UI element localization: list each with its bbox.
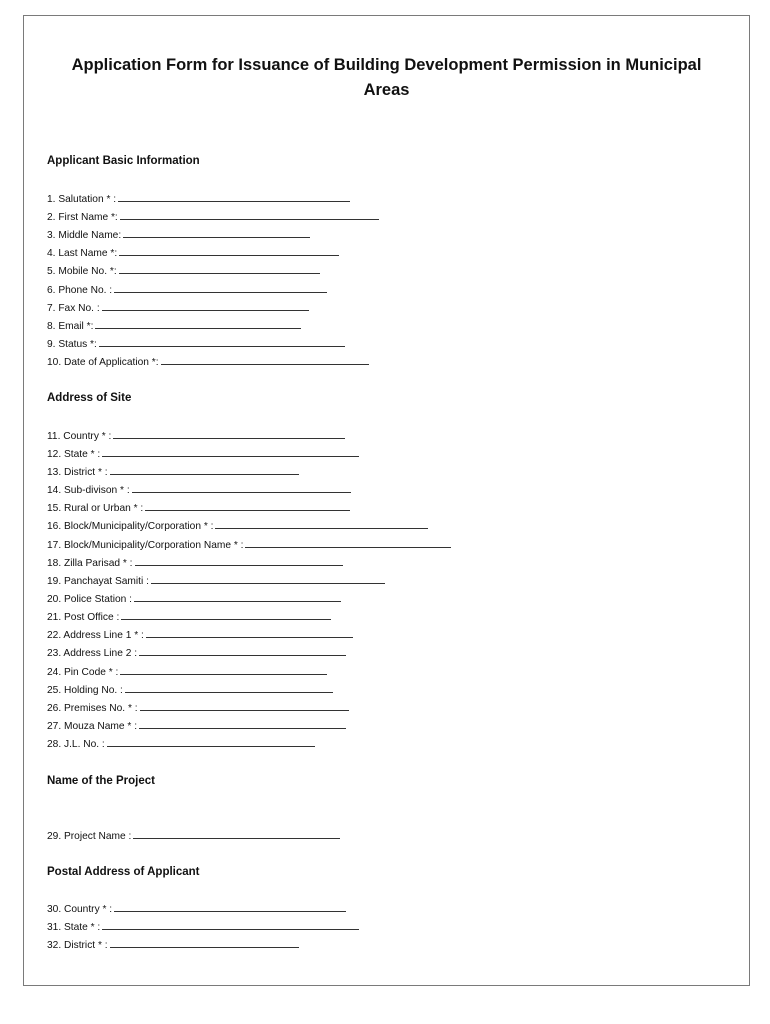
fill-line: [140, 700, 349, 711]
field-pin-code[interactable]: [47, 664, 327, 679]
field-police-station[interactable]: [47, 591, 341, 606]
fill-line: [95, 318, 301, 329]
fill-line: [215, 518, 428, 529]
section-heading-postal-address: Postal Address of Applicant: [47, 866, 200, 878]
field-postal-state[interactable]: [47, 919, 359, 934]
field-phone-no[interactable]: [47, 282, 327, 297]
fill-line: [119, 263, 320, 274]
field-address-line-1[interactable]: [47, 627, 353, 642]
field-label: 2. First Name *:: [47, 212, 118, 223]
field-label: 21. Post Office :: [47, 612, 120, 623]
fill-line: [102, 300, 309, 311]
fill-line: [134, 591, 341, 602]
field-block-municipality-corporation-name[interactable]: [47, 537, 451, 552]
field-country[interactable]: [47, 428, 345, 443]
field-label: 27. Mouza Name * :: [47, 721, 138, 732]
field-label: 30. Country * :: [47, 904, 113, 915]
field-district[interactable]: [47, 464, 299, 479]
field-label: 12. State * :: [47, 449, 101, 460]
field-postal-country[interactable]: [47, 901, 346, 916]
field-mobile-no[interactable]: [47, 263, 320, 278]
field-project-name[interactable]: [47, 828, 340, 843]
fill-line: [135, 555, 343, 566]
field-label: 13. District * :: [47, 467, 108, 478]
field-salutation[interactable]: [47, 191, 350, 206]
field-label: 19. Panchayat Samiti :: [47, 576, 149, 587]
field-label: 24. Pin Code * :: [47, 667, 119, 678]
section-heading-address-of-site: Address of Site: [47, 392, 132, 404]
field-label: 26. Premises No. * :: [47, 703, 138, 714]
field-label: 14. Sub-divison * :: [47, 485, 130, 496]
field-label: 22. Address Line 1 * :: [47, 630, 144, 641]
fill-line: [146, 627, 353, 638]
field-status[interactable]: [47, 336, 345, 351]
field-zilla-parisad[interactable]: [47, 555, 343, 570]
field-label: 7. Fax No. :: [47, 303, 100, 314]
fill-line: [120, 664, 327, 675]
fill-line: [123, 227, 310, 238]
field-label: 17. Block/Municipality/Corporation Name * :: [47, 540, 244, 551]
field-middle-name[interactable]: [47, 227, 310, 242]
field-rural-or-urban[interactable]: [47, 500, 350, 515]
field-label: 6. Phone No. :: [47, 285, 113, 296]
field-label: 29. Project Name :: [47, 831, 132, 842]
field-label: 4. Last Name *:: [47, 248, 118, 259]
field-label: 11. Country * :: [47, 431, 112, 442]
field-state[interactable]: [47, 446, 359, 461]
field-postal-district[interactable]: [47, 937, 299, 952]
field-fax-no[interactable]: [47, 300, 309, 315]
section-heading-project-name: Name of the Project: [47, 775, 155, 787]
fill-line: [121, 609, 331, 620]
fill-line: [110, 937, 299, 948]
fill-line: [145, 500, 350, 511]
fill-line: [102, 446, 359, 457]
fill-line: [120, 209, 379, 220]
field-sub-division[interactable]: [47, 482, 351, 497]
field-label: 32. District * :: [47, 940, 108, 951]
field-label: 15. Rural or Urban * :: [47, 503, 144, 514]
form-page: [23, 15, 750, 986]
field-jl-no[interactable]: [47, 736, 315, 751]
fill-line: [119, 245, 339, 256]
field-address-line-2[interactable]: [47, 645, 346, 660]
field-last-name[interactable]: [47, 245, 339, 260]
fill-line: [139, 718, 346, 729]
field-premises-no[interactable]: [47, 700, 349, 715]
field-email[interactable]: [47, 318, 301, 333]
field-date-of-application[interactable]: [47, 354, 369, 369]
field-label: 10. Date of Application *:: [47, 357, 159, 368]
fill-line: [114, 282, 327, 293]
section-heading-applicant-info: Applicant Basic Information: [47, 155, 200, 167]
field-label: 5. Mobile No. *:: [47, 266, 117, 277]
field-label: 18. Zilla Parisad * :: [47, 558, 133, 569]
field-label: 25. Holding No. :: [47, 685, 123, 696]
field-label: 20. Police Station :: [47, 594, 132, 605]
fill-line: [107, 736, 315, 747]
field-block-municipality-corporation[interactable]: [47, 518, 428, 533]
field-label: 16. Block/Municipality/Corporation * :: [47, 521, 214, 532]
field-mouza-name[interactable]: [47, 718, 346, 733]
fill-line: [99, 336, 345, 347]
fill-line: [161, 354, 369, 365]
fill-line: [245, 537, 451, 548]
fill-line: [125, 682, 333, 693]
field-label: 8. Email *:: [47, 321, 94, 332]
field-label: 23. Address Line 2 :: [47, 648, 138, 659]
field-first-name[interactable]: [47, 209, 379, 224]
field-label: 31. State * :: [47, 922, 101, 933]
fill-line: [118, 191, 350, 202]
field-label: 1. Salutation * :: [47, 194, 117, 205]
fill-line: [151, 573, 385, 584]
field-post-office[interactable]: [47, 609, 331, 624]
fill-line: [132, 482, 351, 493]
fill-line: [110, 464, 299, 475]
fill-line: [133, 828, 340, 839]
field-label: 28. J.L. No. :: [47, 739, 105, 750]
fill-line: [139, 645, 346, 656]
fill-line: [113, 428, 345, 439]
fill-line: [102, 919, 359, 930]
form-title: Application Form for Issuance of Building Development Permission in Municipal Areas: [71, 56, 702, 99]
field-holding-no[interactable]: [47, 682, 333, 697]
fill-line: [114, 901, 346, 912]
field-panchayat-samiti[interactable]: [47, 573, 385, 588]
field-label: 3. Middle Name:: [47, 230, 122, 241]
field-label: 9. Status *:: [47, 339, 97, 350]
